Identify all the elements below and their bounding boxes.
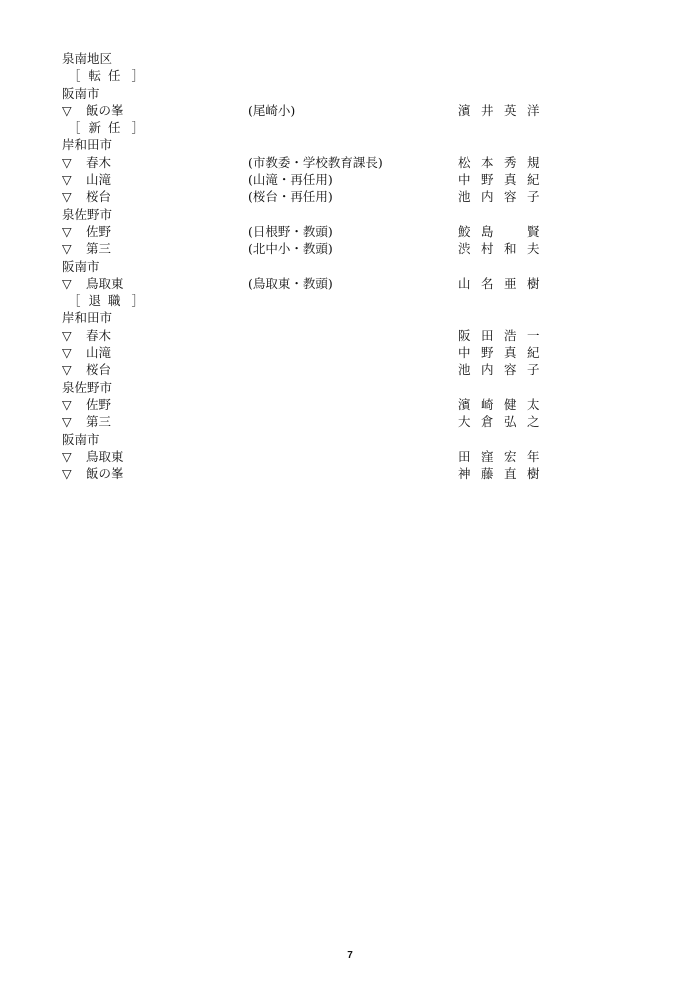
name-character: 規 (527, 154, 540, 170)
name-character: 和 (504, 241, 517, 257)
name-character: 亜 (504, 275, 517, 291)
name-character: 藤 (481, 466, 494, 482)
person-name (458, 327, 550, 344)
list-item (62, 154, 562, 171)
section-title: 転任 (88, 68, 128, 84)
name-character: 濱 (458, 396, 471, 412)
previous-post-note: (日根野・教頭) (248, 223, 333, 239)
triangle-marker-icon: ▽ (62, 223, 72, 239)
school-name: 飯の峯 (86, 102, 124, 118)
bracket-open: ［ (68, 293, 81, 309)
list-item (62, 102, 562, 119)
section-heading (62, 67, 562, 84)
name-character: 野 (481, 172, 494, 188)
bracket-close: ］ (131, 68, 145, 84)
name-character: 中 (458, 172, 471, 188)
name-character: 中 (458, 345, 471, 361)
previous-post-note: (桜台・再任用) (248, 189, 333, 205)
name-character (504, 223, 527, 240)
previous-post-note: (尾崎小) (248, 102, 296, 118)
previous-post-note: (鳥取東・教頭) (248, 275, 333, 291)
bracket-close: ］ (131, 120, 145, 136)
person-name (458, 223, 550, 240)
name-character: 神 (458, 466, 471, 482)
person-name (458, 240, 550, 257)
list-item (62, 448, 562, 465)
person-name (458, 361, 550, 378)
school-name: 第三 (86, 241, 112, 257)
person-name (458, 396, 550, 413)
name-character: 宏 (504, 448, 517, 464)
list-item (62, 171, 562, 188)
name-character: 内 (481, 362, 494, 378)
person-name (458, 344, 550, 361)
city-heading: 阪南市 (62, 258, 100, 274)
name-character: 大 (458, 414, 471, 430)
name-character: 山 (458, 275, 471, 291)
name-character: 真 (504, 345, 517, 361)
name-character: 井 (481, 102, 494, 118)
name-character: 鮫 (458, 223, 471, 239)
name-character: 一 (527, 327, 540, 343)
name-character: 紀 (527, 172, 540, 188)
name-character: 浩 (504, 327, 517, 343)
triangle-marker-icon: ▽ (62, 102, 72, 118)
name-character: 太 (527, 396, 540, 412)
person-name (458, 465, 550, 482)
school-name: 佐野 (86, 396, 112, 412)
name-character: 窪 (481, 448, 494, 464)
city-heading: 岸和田市 (62, 310, 113, 326)
list-item (62, 413, 562, 430)
list-item (62, 465, 562, 482)
name-character: 年 (527, 448, 540, 464)
name-character: 野 (481, 345, 494, 361)
name-character: 秀 (504, 154, 517, 170)
person-name (458, 171, 550, 188)
name-character: 崎 (481, 396, 494, 412)
city-heading: 岸和田市 (62, 137, 113, 153)
name-character: 島 (481, 223, 494, 239)
previous-post-note: (市教委・学校教育課長) (248, 154, 383, 170)
name-character: 直 (504, 466, 517, 482)
name-character: 賢 (527, 223, 540, 239)
bracket-open: ［ (68, 120, 81, 136)
list-item (62, 188, 562, 205)
list-item (62, 396, 562, 413)
city-heading: 泉佐野市 (62, 206, 113, 222)
school-name: 第三 (86, 414, 112, 430)
page-number: 7 (347, 950, 353, 961)
name-character: 倉 (481, 414, 494, 430)
area-heading: 泉南地区 (62, 51, 113, 66)
name-character: 真 (504, 172, 517, 188)
school-name: 鳥取東 (86, 448, 124, 464)
name-character: 弘 (504, 414, 517, 430)
triangle-marker-icon: ▽ (62, 362, 72, 378)
school-name: 桜台 (86, 362, 112, 378)
name-character: 阪 (458, 327, 471, 343)
name-character: 池 (458, 362, 471, 378)
bracket-open: ［ (68, 68, 81, 84)
personnel-list (62, 50, 562, 482)
list-item (62, 223, 562, 240)
section-heading (62, 119, 562, 136)
name-character: 本 (481, 154, 494, 170)
person-name (458, 448, 550, 465)
name-character: 村 (481, 241, 494, 257)
triangle-marker-icon: ▽ (62, 172, 72, 188)
name-character: 濱 (458, 102, 471, 118)
school-name: 春木 (86, 154, 112, 170)
triangle-marker-icon: ▽ (62, 396, 72, 412)
triangle-marker-icon: ▽ (62, 189, 72, 205)
previous-post-note: (山滝・再任用) (248, 172, 333, 188)
name-character: 樹 (527, 275, 540, 291)
triangle-marker-icon: ▽ (62, 154, 72, 170)
person-name (458, 154, 550, 171)
name-character: 田 (481, 327, 494, 343)
person-name (458, 275, 550, 292)
previous-post-note: (北中小・教頭) (248, 241, 333, 257)
list-item (62, 275, 562, 292)
name-character: 英 (504, 102, 517, 118)
list-item (62, 327, 562, 344)
triangle-marker-icon: ▽ (62, 466, 72, 482)
name-character: 内 (481, 189, 494, 205)
triangle-marker-icon: ▽ (62, 414, 72, 430)
name-character: 子 (527, 362, 540, 378)
school-name: 山滝 (86, 172, 112, 188)
school-name: 春木 (86, 327, 112, 343)
triangle-marker-icon: ▽ (62, 275, 72, 291)
section-title: 退職 (88, 293, 128, 309)
name-character: 名 (481, 275, 494, 291)
person-name (458, 102, 550, 119)
list-item (62, 240, 562, 257)
person-name (458, 413, 550, 430)
city-heading: 阪南市 (62, 85, 100, 101)
name-character: 紀 (527, 345, 540, 361)
section-heading (62, 292, 562, 309)
triangle-marker-icon: ▽ (62, 345, 72, 361)
triangle-marker-icon: ▽ (62, 327, 72, 343)
school-name: 桜台 (86, 189, 112, 205)
triangle-marker-icon: ▽ (62, 241, 72, 257)
name-character: 之 (527, 414, 540, 430)
school-name: 鳥取東 (86, 275, 124, 291)
name-character: 渋 (458, 241, 471, 257)
name-character: 子 (527, 189, 540, 205)
name-character: 容 (504, 362, 517, 378)
school-name: 山滝 (86, 345, 112, 361)
triangle-marker-icon: ▽ (62, 448, 72, 464)
name-character: 洋 (527, 102, 540, 118)
name-character: 池 (458, 189, 471, 205)
name-character: 田 (458, 448, 471, 464)
list-item (62, 361, 562, 378)
person-name (458, 188, 550, 205)
city-heading: 泉佐野市 (62, 379, 113, 395)
name-character: 樹 (527, 466, 540, 482)
name-character: 夫 (527, 241, 540, 257)
bracket-close: ］ (131, 293, 145, 309)
list-item (62, 344, 562, 361)
name-character: 松 (458, 154, 471, 170)
name-character: 健 (504, 396, 517, 412)
school-name: 佐野 (86, 223, 112, 239)
name-character: 容 (504, 189, 517, 205)
section-title: 新任 (88, 120, 128, 136)
city-heading: 阪南市 (62, 431, 100, 447)
school-name: 飯の峯 (86, 466, 124, 482)
